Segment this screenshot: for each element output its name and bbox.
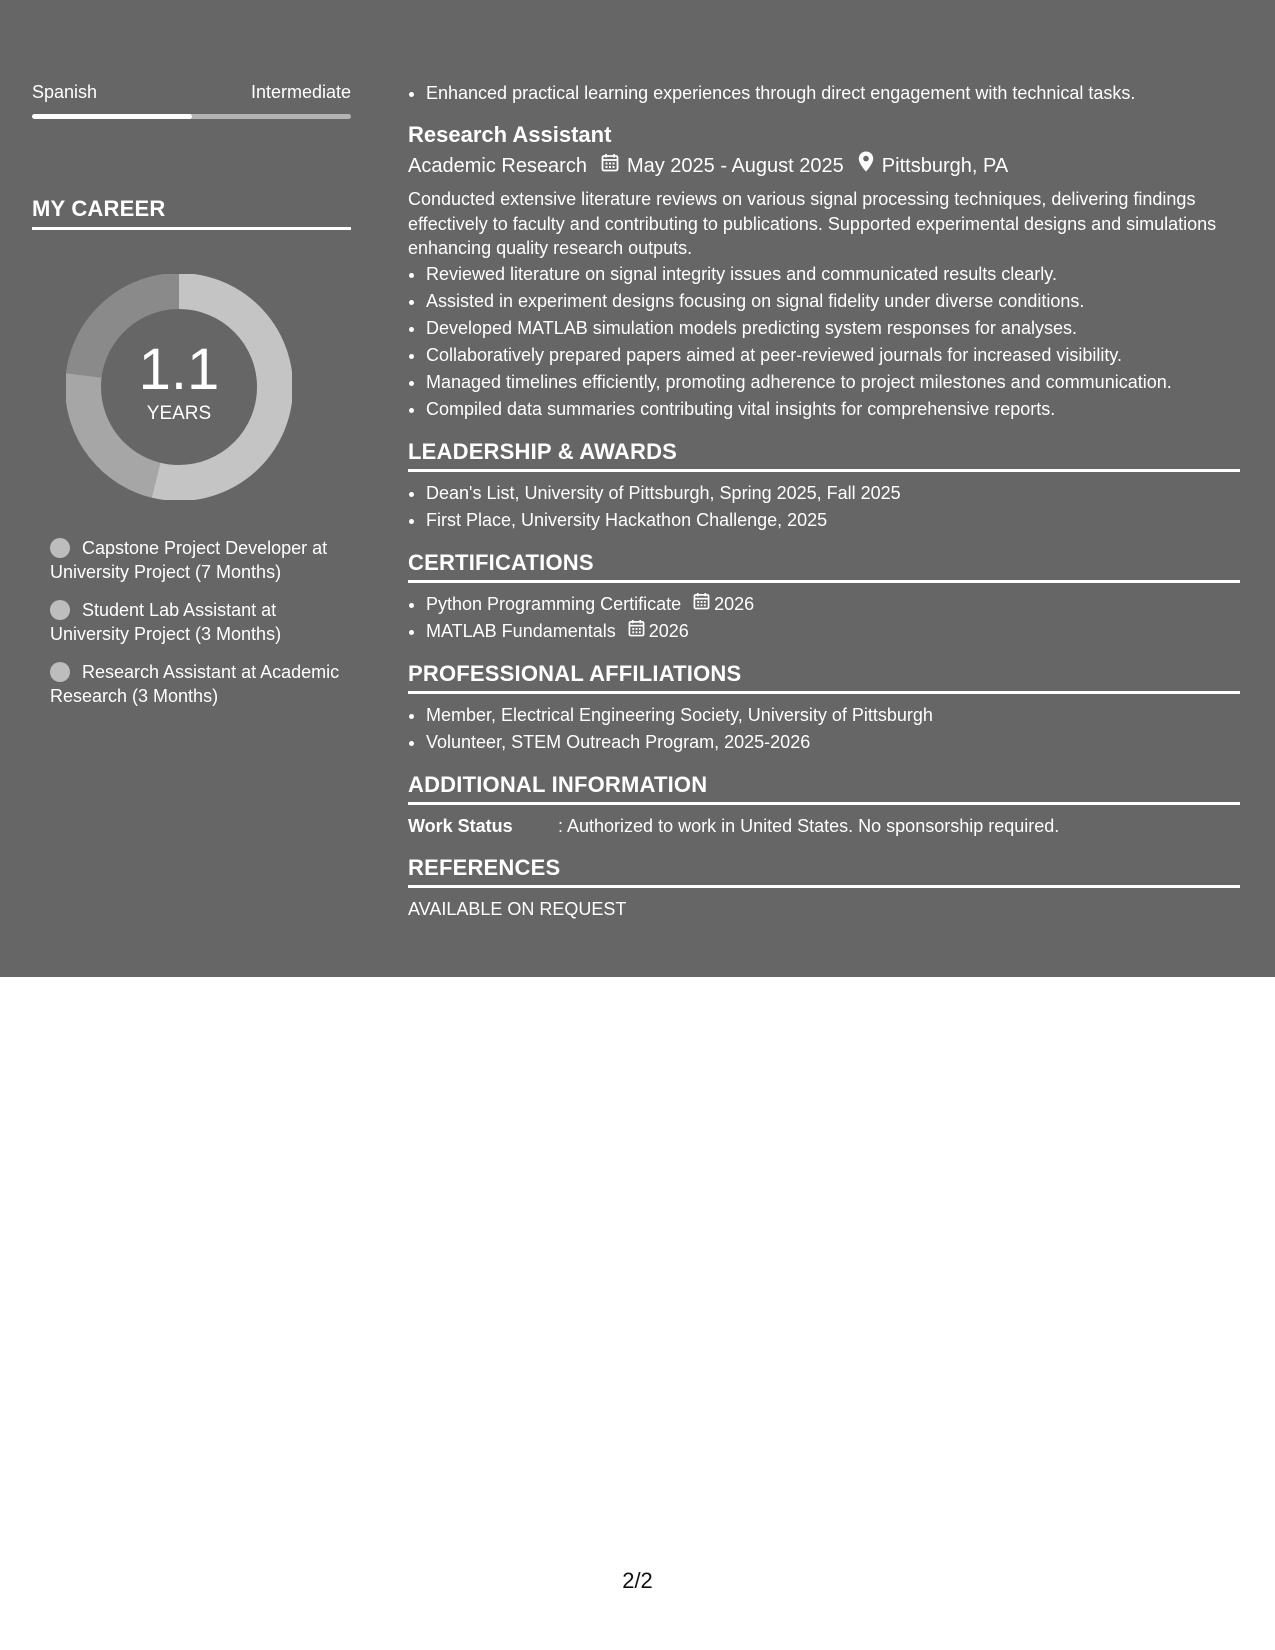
affiliation-item: • Member, Electrical Engineering Society, University of Pittsburgh — [426, 702, 1240, 729]
language-proficiency-fill — [32, 114, 192, 119]
job-bullet: • Managed timelines efficiently, promoting adherence to project milestones and communication. — [426, 369, 1240, 396]
work-status-label: Work Status — [408, 815, 513, 836]
job-bullet: • Collaboratively prepared papers aimed at peer-reviewed journals for increased visibility. — [426, 342, 1240, 369]
leadership-list — [408, 480, 1240, 534]
job-dates: May 2025 - August 2025 — [626, 155, 844, 177]
previous-job-bullets — [408, 80, 1240, 107]
career-heading-rule — [32, 227, 351, 230]
certification-item — [426, 618, 1240, 645]
certifications-list — [408, 591, 1240, 645]
affiliations-heading: PROFESSIONAL AFFILIATIONS — [408, 660, 742, 686]
career-item-label: Research Assistant at Academic Research (3 Months) — [50, 662, 340, 706]
certification-name: • Python Programming Certificate — [426, 593, 682, 614]
career-item — [50, 660, 340, 708]
certifications-rule — [408, 580, 1240, 583]
main-column — [408, 80, 1240, 922]
calendar-icon — [628, 618, 645, 645]
certifications-heading: CERTIFICATIONS — [408, 549, 594, 575]
career-dot-icon — [50, 538, 70, 558]
career-list — [50, 536, 340, 722]
certification-item — [426, 591, 1240, 618]
job-bullet: • Developed MATLAB simulation models predicting system responses for analyses. — [426, 315, 1240, 342]
references-heading: REFERENCES — [408, 854, 561, 880]
language-level: Intermediate — [250, 82, 351, 102]
language-proficiency-bar — [32, 114, 351, 119]
certification-year: 2026 — [648, 620, 689, 641]
work-status-row — [408, 813, 1240, 839]
job-bullets — [408, 261, 1240, 423]
job-bullet: • Compiled data summaries contributing vital insights for comprehensive reports. — [426, 396, 1240, 423]
references-rule — [408, 885, 1240, 888]
additional-info-heading: ADDITIONAL INFORMATION — [408, 771, 708, 797]
additional-info-rule — [408, 802, 1240, 805]
job-location: Pittsburgh, PA — [881, 155, 1009, 177]
certification-year: 2026 — [714, 593, 755, 614]
references-text: AVAILABLE ON REQUEST — [408, 898, 627, 919]
work-status-value: : Authorized to work in United States. No sponsorship required. — [558, 815, 1060, 836]
location-pin-icon — [858, 151, 874, 181]
career-item — [50, 536, 340, 584]
affiliations-rule — [408, 691, 1240, 694]
leadership-heading: LEADERSHIP & AWARDS — [408, 438, 678, 464]
job-bullet: • Assisted in experiment designs focusing on signal fidelity under diverse conditions. — [426, 288, 1240, 315]
job-description: Conducted extensive literature reviews on various signal processing techniques, delivering findings effectively to faculty and contributing to publications. Supported experimental designs and simulations enhancing quality research outputs. — [408, 189, 1217, 258]
leadership-item: • First Place, University Hackathon Challenge, 2025 — [426, 507, 1240, 534]
previous-job-bullet: • Enhanced practical learning experiences through direct engagement with technical tasks. — [426, 80, 1240, 107]
calendar-icon — [601, 151, 619, 181]
career-item-label: Student Lab Assistant at University Project (3 Months) — [50, 600, 282, 644]
page-number: 2/2 — [622, 1568, 653, 1593]
leadership-item: • Dean's List, University of Pittsburgh, Spring 2025, Fall 2025 — [426, 480, 1240, 507]
career-item — [50, 598, 340, 646]
language-name: Spanish — [32, 82, 98, 102]
job-bullet: • Reviewed literature on signal integrity issues and communicated results clearly. — [426, 261, 1240, 288]
affiliation-item: • Volunteer, STEM Outreach Program, 2025-2026 — [426, 729, 1240, 756]
job-meta — [408, 151, 1240, 181]
career-donut-center — [66, 274, 292, 500]
career-heading: MY CAREER — [32, 196, 166, 221]
career-total-unit: YEARS — [146, 403, 212, 424]
job-company: Academic Research — [408, 155, 587, 177]
career-item-label: Capstone Project Developer at University Project (7 Months) — [50, 538, 328, 582]
language-row — [32, 82, 351, 103]
certification-name: • MATLAB Fundamentals — [426, 620, 616, 641]
career-dot-icon — [50, 662, 70, 682]
career-dot-icon — [50, 600, 70, 620]
calendar-icon — [693, 591, 710, 618]
job-title: Research Assistant — [408, 122, 612, 147]
leadership-rule — [408, 469, 1240, 472]
career-total-value: 1.1 — [138, 337, 220, 402]
affiliations-list — [408, 702, 1240, 756]
